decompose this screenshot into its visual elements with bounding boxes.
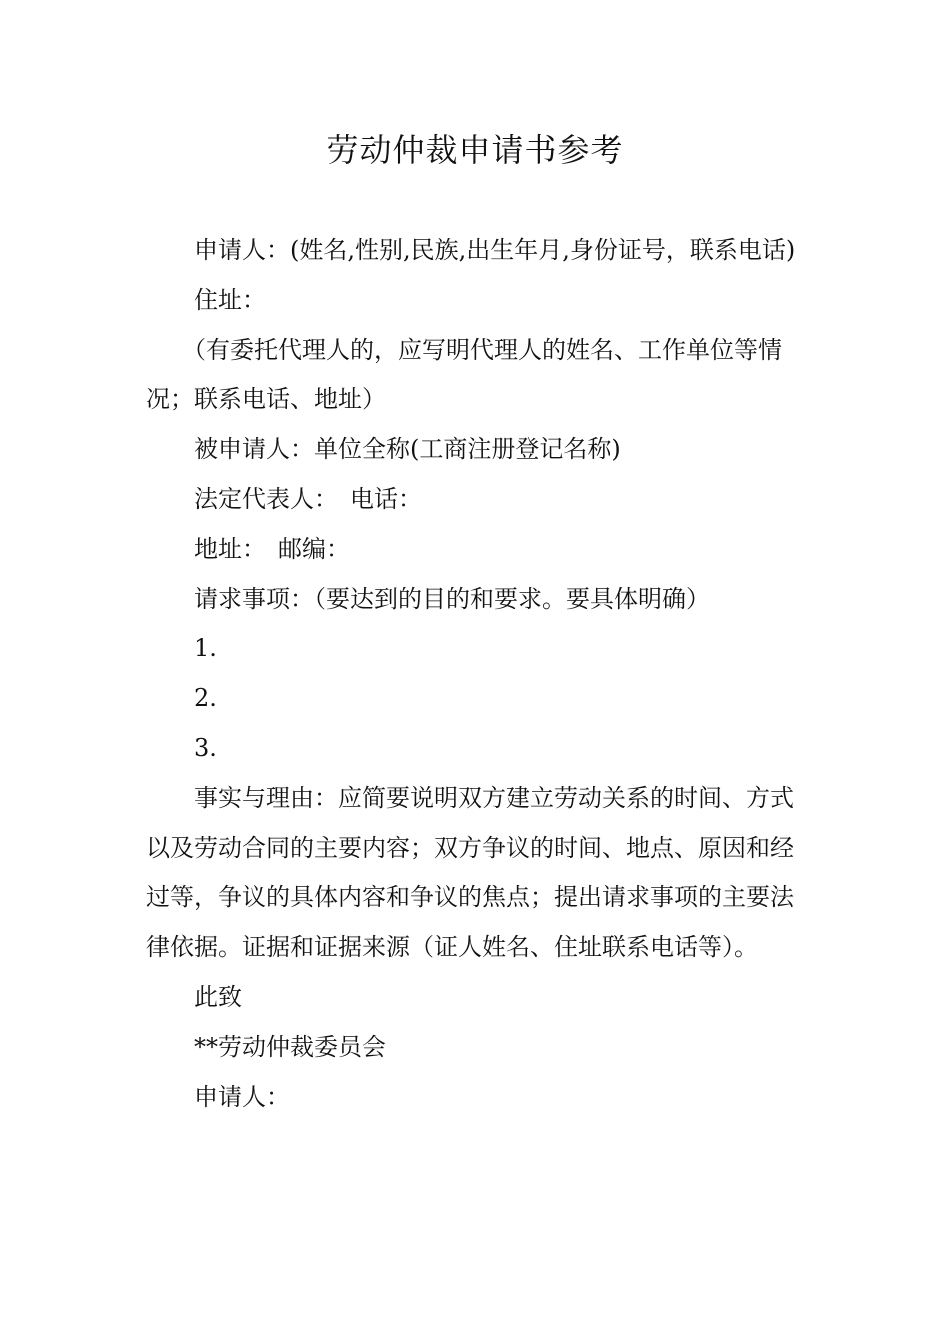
agent-note-paragraph: （有委托代理人的，应写明代理人的姓名、工作单位等情况；联系电话、地址） (146, 335, 782, 414)
address-paragraph: 住址： (194, 285, 266, 314)
claims-paragraph: 请求事项：（要达到的目的和要求。要具体明确） (194, 584, 710, 613)
claim-item-2: 2. (194, 684, 217, 713)
signature-paragraph: 申请人： (194, 1082, 290, 1111)
respondent-address-paragraph: 地址： 邮编： (194, 534, 350, 563)
document-body (146, 226, 806, 1122)
facts-and-reasons-paragraph: 事实与理由：应简要说明双方建立劳动关系的时间、方式以及劳动合同的主要内容；双方争议的时间、地点、原因和经过等，争议的具体内容和争议的焦点；提出请求事项的主要法律依据。证据和证据来源（证人姓名、住址联系电话等）。 (146, 783, 794, 962)
applicant-paragraph: 申请人：(姓名,性别,民族,出生年月,身份证号，联系电话) (194, 236, 796, 264)
salutation-paragraph: 此致 (194, 982, 242, 1011)
committee-paragraph: **劳动仲裁委员会 (194, 1032, 386, 1061)
document-title: 劳动仲裁申请书参考 (326, 131, 624, 169)
claim-item-1: 1. (194, 634, 217, 663)
legal-representative-paragraph: 法定代表人： 电话： (194, 484, 422, 513)
respondent-paragraph: 被申请人：单位全称(工商注册登记名称) (194, 435, 621, 464)
claim-item-3: 3. (194, 733, 217, 762)
